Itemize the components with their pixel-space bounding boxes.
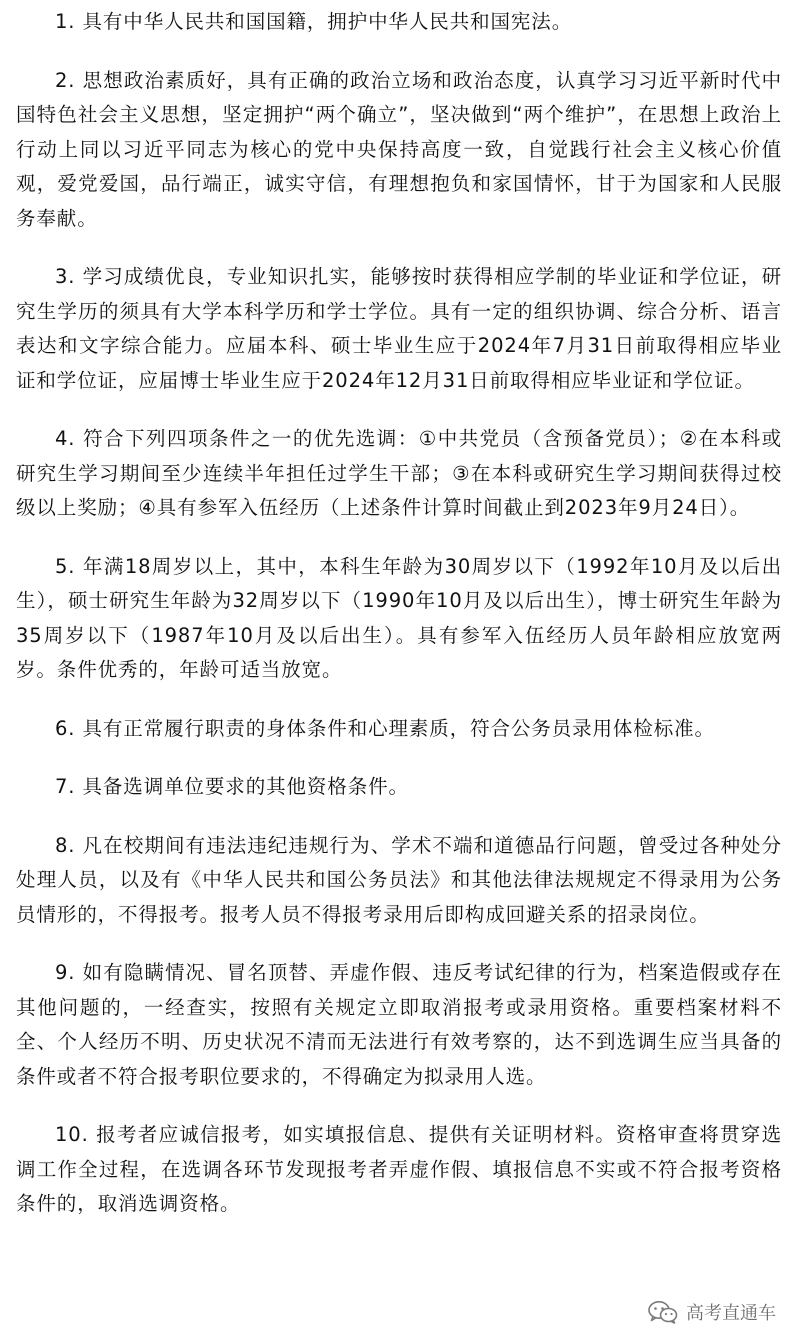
paragraph-2: 2. 思想政治素质好，具有正确的政治立场和政治态度，认真学习习近平新时代中国特色社会主义思想，坚定拥护“两个确立”，坚决做到“两个维护”，在思想上政治上行动上同以习近平同志为核心的党中央保持高度一致，自觉践行社会主义核心价值观，爱党爱国，品行端正，诚实守信，有理想抱负和家国情怀，甘于为国家和人民服务奉献。 <box>16 68 782 230</box>
document-body <box>16 0 782 1222</box>
paragraph-1: 1. 具有中华人民共和国国籍，拥护中华人民共和国宪法。 <box>55 10 573 33</box>
watermark <box>648 1299 776 1325</box>
paragraph-5: 5. 年满18周岁以上，其中，本科生年龄为30周岁以下（1992年10月及以后出生），硕士研究生年龄为32周岁以下（1990年10月及以后出生），博士研究生年龄为35周岁以下（1987年10月及以后出生）。具有参军入伍经历人员年龄相应放宽两岁。条件优秀的，年龄可适当放宽。 <box>16 554 782 681</box>
paragraph-8: 8. 凡在校期间有违法违纪违规行为、学术不端和道德品行问题，曾受过各种处分处理人员，以及有《中华人民共和国公务员法》和其他法律法规规定不得录用为公务员情形的，不得报考。报考人员不得报考录用后即构成回避关系的招录岗位。 <box>16 833 782 926</box>
paragraph-3: 3. 学习成绩优良，专业知识扎实，能够按时获得相应学制的毕业证和学位证，研究生学历的须具有大学本科学历和学士学位。具有一定的组织协调、综合分析、语言表达和文字综合能力。应届本科、硕士毕业生应于2024年7月31日前取得相应毕业证和学位证，应届博士毕业生应于2024年12月31日前取得相应毕业证和学位证。 <box>16 265 782 392</box>
paragraph-7: 7. 具备选调单位要求的其他资格条件。 <box>55 775 409 798</box>
watermark-text: 高考直通车 <box>686 1303 776 1324</box>
paragraph-4: 4. 符合下列四项条件之一的优先选调：①中共党员（含预备党员）；②在本科或研究生学习期间至少连续半年担任过学生干部；③在本科或研究生学习期间获得过校级以上奖励；④具有参军入伍经历（上述条件计算时间截止到2023年9月24日）。 <box>16 427 782 519</box>
wechat-icon <box>648 1300 678 1324</box>
paragraph-6: 6. 具有正常履行职责的身体条件和心理素质，符合公务员录用体检标准。 <box>55 716 715 740</box>
paragraph-10: 10. 报考者应诚信报考，如实填报信息、提供有关证明材料。资格审查将贯穿选调工作全过程，在选调各环节发现报考者弄虚作假、填报信息不实或不符合报考资格条件的，取消选调资格。 <box>16 1123 782 1215</box>
paragraph-9: 9. 如有隐瞒情况、冒名顶替、弄虚作假、违反考试纪律的行为，档案造假或存在其他问题的，一经查实，按照有关规定立即取消报考或录用资格。重要档案材料不全、个人经历不明、历史状况不清而无法进行有效考察的，达不到选调生应当具备的条件或者不符合报考职位要求的，不得确定为拟录用人选。 <box>16 961 782 1088</box>
